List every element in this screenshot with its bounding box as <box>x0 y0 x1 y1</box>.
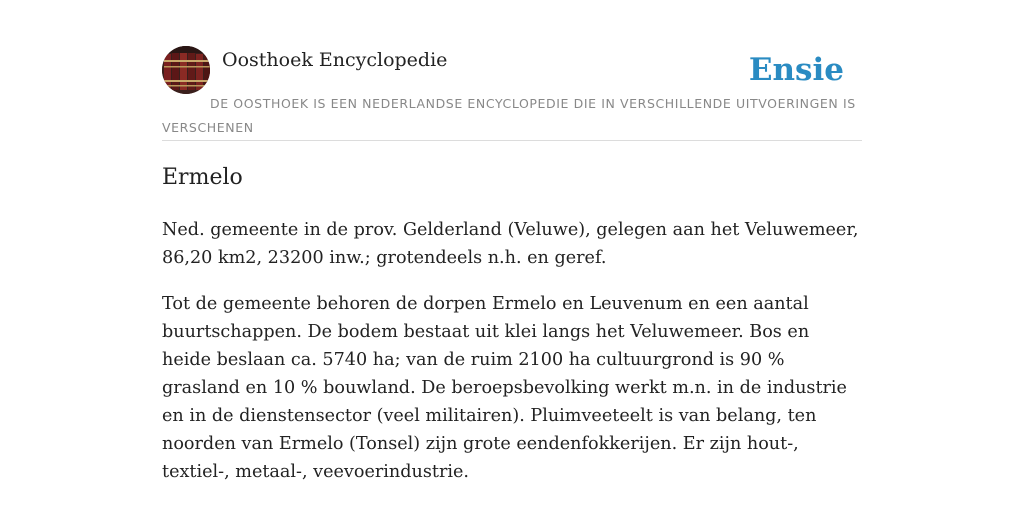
site-header <box>162 46 862 141</box>
article-paragraph: Ned. gemeente in de prov. Gelderland (Veluwe), gelegen aan het Veluwemeer, 86,20 km2, 23200 inw.; grotendeels n.h. en geref. <box>162 220 859 268</box>
encyclopedia-books-icon[interactable] <box>162 46 210 94</box>
article-paragraph: Tot de gemeente behoren de dorpen Ermelo en Leuvenum en een aantal buurtschappen. De bodem bestaat uit klei langs het Veluwemeer. Bos en heide beslaan ca. 5740 ha; van de ruim 2100 ha cultuurgrond is 90 % grasland en 10 % bouwland. De beroepsbevolking werkt m.n. in de industrie en in de dienstensector (veel militairen). Pluimveeteelt is van belang, ten noorden van Ermelo (Tonsel) zijn grote eendenfokkerijen. Er zijn hout-, textiel-, metaal-, veevoerindustrie. <box>162 294 847 482</box>
site-tagline: DE OOSTHOEK IS EEN NEDERLANDSE ENCYCLOPEDIE DIE IN VERSCHILLENDE UITVOERINGEN IS VERSCHENEN <box>162 96 856 135</box>
article <box>162 160 862 486</box>
article-title: Ermelo <box>162 165 243 190</box>
brand-logo[interactable]: Ensie <box>748 52 844 88</box>
site-title[interactable]: Oosthoek Encyclopedie <box>222 49 448 71</box>
